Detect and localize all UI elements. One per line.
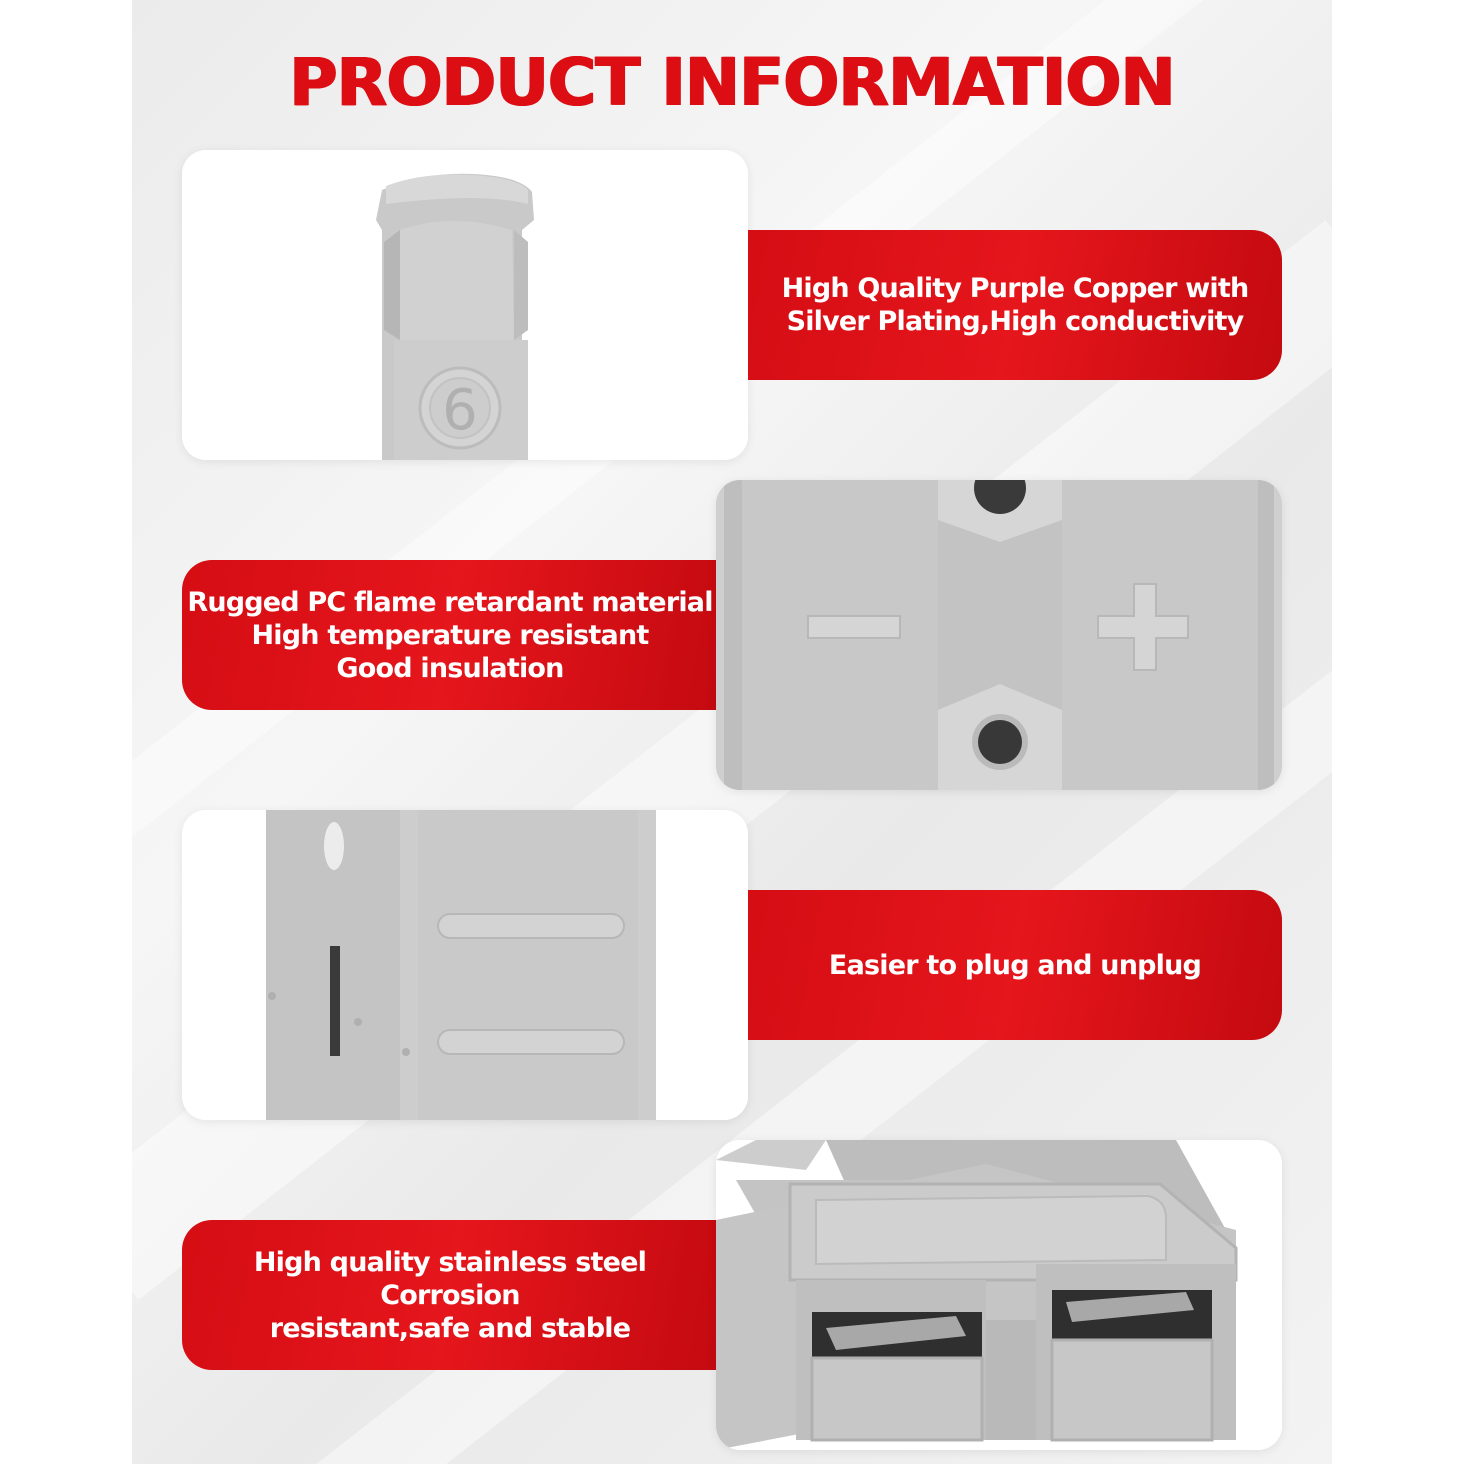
contact-number-label: 6 [442,378,478,443]
feature-image-copper-contact [182,150,748,460]
copper-contact-graphic [182,150,748,460]
feature-text-copper: High Quality Purple Copper with Silver Plating,High conductivity [781,273,1249,337]
page-title: PRODUCT INFORMATION [289,44,1175,121]
feature-image-housing-side [182,810,748,1120]
housing-side-graphic [182,810,748,1120]
feature-text-stainless: High quality stainless steel Corrosion resistant,safe and stable [253,1246,647,1344]
feature-text-housing-material: Rugged PC flame retardant material High temperature resistant Good insulation [187,586,713,684]
feature-band-stainless [182,1220,718,1370]
plus-sign-label: + [1143,635,1145,636]
connector-front-graphic [716,1140,1282,1450]
feature-text-plug: Easier to plug and unplug [828,949,1202,981]
housing-top-graphic [716,480,1282,790]
feature-band-copper [748,230,1282,380]
feature-band-plug [748,890,1282,1040]
feature-image-connector-front [716,1140,1282,1450]
minus-sign-label: − [853,635,855,636]
feature-band-housing-material [182,560,718,710]
feature-image-housing-top [716,480,1282,790]
